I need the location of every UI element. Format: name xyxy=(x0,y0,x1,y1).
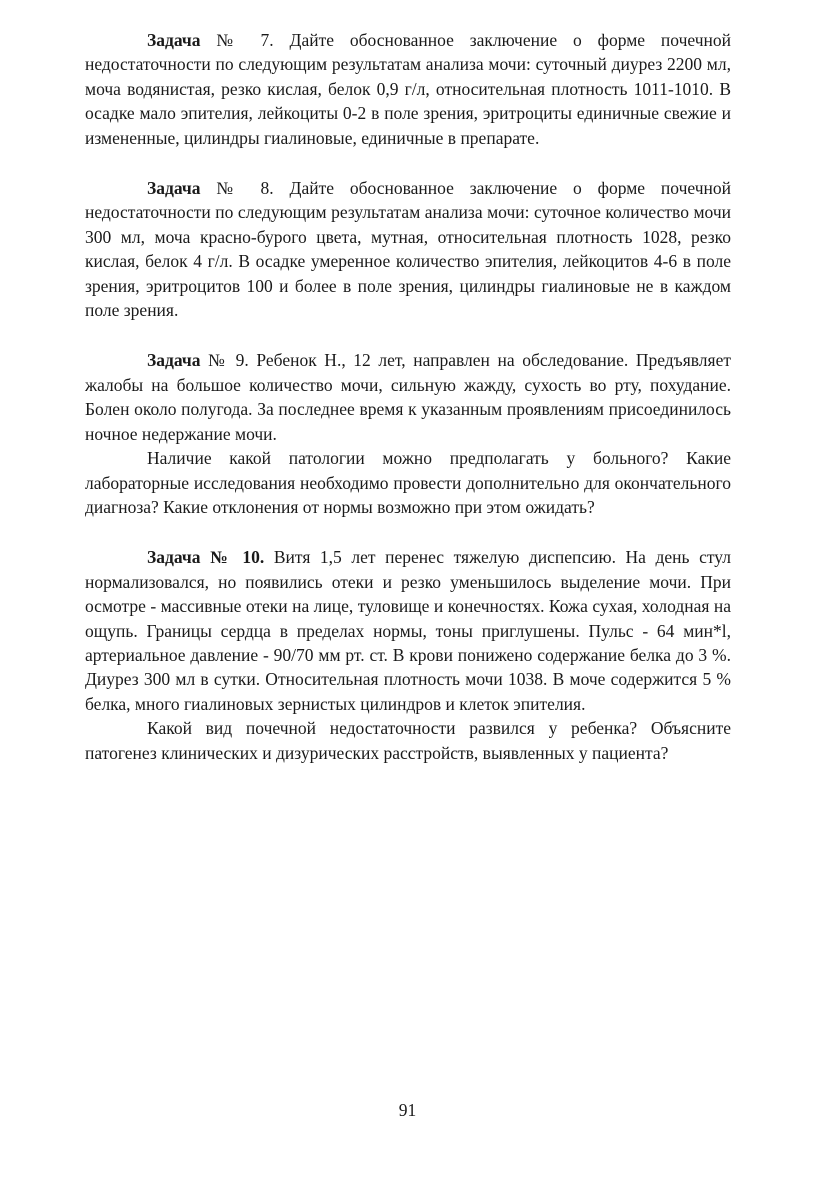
task-10 xyxy=(85,545,731,765)
task-9-label: Задача xyxy=(147,350,201,371)
task-8-number: № 8. xyxy=(216,178,274,199)
task-8-label: Задача xyxy=(147,178,201,199)
task-10-text: Витя 1,5 лет перенес тяжелую диспепсию. На день стул нормализовался, но появились отеки и резко уменьшилось выделение мочи. При осмотре - массивные отеки на лице, туловище и конечностях. Кожа сухая, холодная на ощупь. Границы сердца в пределах нормы, тоны приглушены. Пульс - 64 мин*l, артериальное давление - 90/70 мм рт. ст. В крови понижено содержание белка до 3 %. Диурез 300 мл в сутки. Относительная плотность мочи 1038. В моче содержится 5 % белка, много гиалиновых зернистых цилиндров и клеток эпителия. xyxy=(85,547,731,714)
task-9-paragraph-1 xyxy=(85,348,731,446)
task-10-label: Задача № 10. xyxy=(147,547,265,568)
task-7-paragraph-1 xyxy=(85,28,731,150)
task-8-paragraph-1 xyxy=(85,176,731,322)
task-8 xyxy=(85,176,731,322)
task-10-paragraph-2: Какой вид почечной недостаточности развился у ребенка? Объясните патогенез клинических и дизурических расстройств, выявленных у пациента? xyxy=(85,718,731,763)
task-7-label: Задача xyxy=(147,30,201,50)
page-number: 91 xyxy=(398,1100,417,1120)
task-9 xyxy=(85,348,731,519)
task-9-number: № 9. xyxy=(208,350,249,371)
task-9-paragraph-2: Наличие какой патологии можно предполагать у больного? Какие лабораторные исследования необходимо провести дополнительно для окончательного диагноза? Какие отклонения от нормы возможно при этом ожидать? xyxy=(85,448,731,517)
task-9-text: Ребенок Н., 12 лет, направлен на обследование. Предъявляет жалобы на большое количество мочи, сильную жажду, сухость во рту, похудание. Болен около полугода. За последнее время к указанным проявлениям присоединилось ночное недержание мочи. xyxy=(85,350,731,444)
task-7 xyxy=(85,28,731,150)
task-7-number: № 7. xyxy=(216,30,274,50)
task-7-text: Дайте обоснованное заключение о форме почечной недостаточности по следующим результатам анализа мочи: суточный диурез 2200 мл, моча водянистая, резко кислая, белок 0,9 г/л, относительная плотность 1011-1010. В осадке мало эпителия, лейкоциты 0-2 в поле зрения, эритроциты единичные свежие и измененные, цилиндры гиалиновые, единичные в препарате. xyxy=(85,30,732,148)
page-content xyxy=(85,28,731,791)
task-10-paragraph-1 xyxy=(85,545,731,716)
task-8-text: Дайте обоснованное заключение о форме почечной недостаточности по следующим результатам анализа мочи: суточное количество мочи 300 мл, моча красно-бурого цвета, мутная, относительная плотность 1028, резко кислая, белок 4 г/л. В осадке умеренное количество эпителия, лейкоцитов 4-6 в поле зрения, эритроцитов 100 и более в поле зрения, цилиндры гиалиновые не в каждом поле зрения. xyxy=(85,178,732,321)
